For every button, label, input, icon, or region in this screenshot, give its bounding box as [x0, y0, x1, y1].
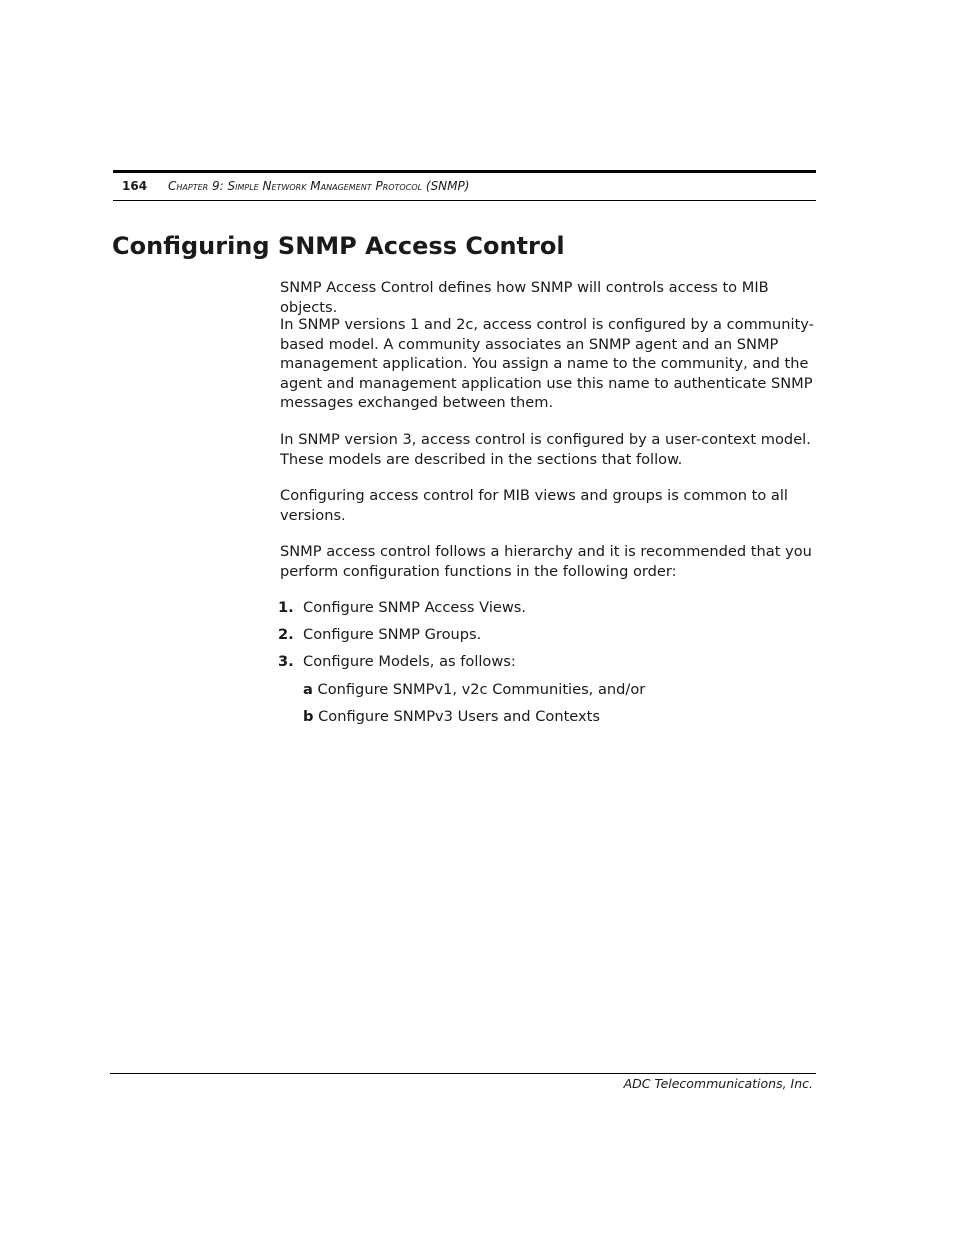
header-top-rule	[113, 170, 816, 173]
section-title: Configuring SNMP Access Control	[112, 232, 565, 260]
list-item-text: Configure SNMP Groups.	[303, 626, 482, 643]
list-item-number: 3.	[278, 653, 294, 670]
page-number: 164	[122, 179, 148, 193]
paragraph-common-config: Configuring access control for MIB views and groups is common to all versions.	[280, 487, 788, 524]
list-item-text: Configure Models, as follows:	[303, 653, 516, 670]
sub-list-item-letter: a	[303, 681, 313, 698]
list-item	[278, 598, 526, 618]
list-item-number: 2.	[278, 626, 294, 643]
header-bottom-rule	[113, 200, 816, 201]
sub-list-item-text: Configure SNMPv1, v2c Communities, and/or	[312, 681, 646, 698]
list-item	[278, 652, 516, 672]
paragraph-hierarchy: SNMP access control follows a hierarchy and it is recommended that you perform configuration functions in the following order:	[280, 543, 812, 580]
footer-company: ADC Telecommunications, Inc.	[623, 1076, 813, 1091]
list-item-text: Configure SNMP Access Views.	[303, 599, 527, 616]
sub-list-item	[303, 680, 645, 700]
sub-list-item-text: Configure SNMPv3 Users and Contexts	[313, 708, 600, 725]
sub-list-item-letter: b	[303, 708, 314, 725]
paragraph-user-context-model: In SNMP version 3, access control is configured by a user-context model. These models are described in the sections that follow.	[280, 431, 811, 468]
list-item	[278, 625, 481, 645]
running-head: Chapter 9: Simple Network Management Protocol (SNMP)	[168, 179, 470, 193]
paragraph-community-model: In SNMP versions 1 and 2c, access control is configured by a community-based model. A community associates an SNMP agent and an SNMP management application. You assign a name to the community, and the agent and management application use this name to authenticate SNMP messages exchanged between them.	[280, 316, 814, 411]
footer-rule	[110, 1073, 816, 1074]
sub-list-item	[303, 707, 600, 727]
list-item-number: 1.	[278, 599, 294, 616]
paragraph-intro: SNMP Access Control defines how SNMP will controls access to MIB objects.	[280, 279, 769, 316]
